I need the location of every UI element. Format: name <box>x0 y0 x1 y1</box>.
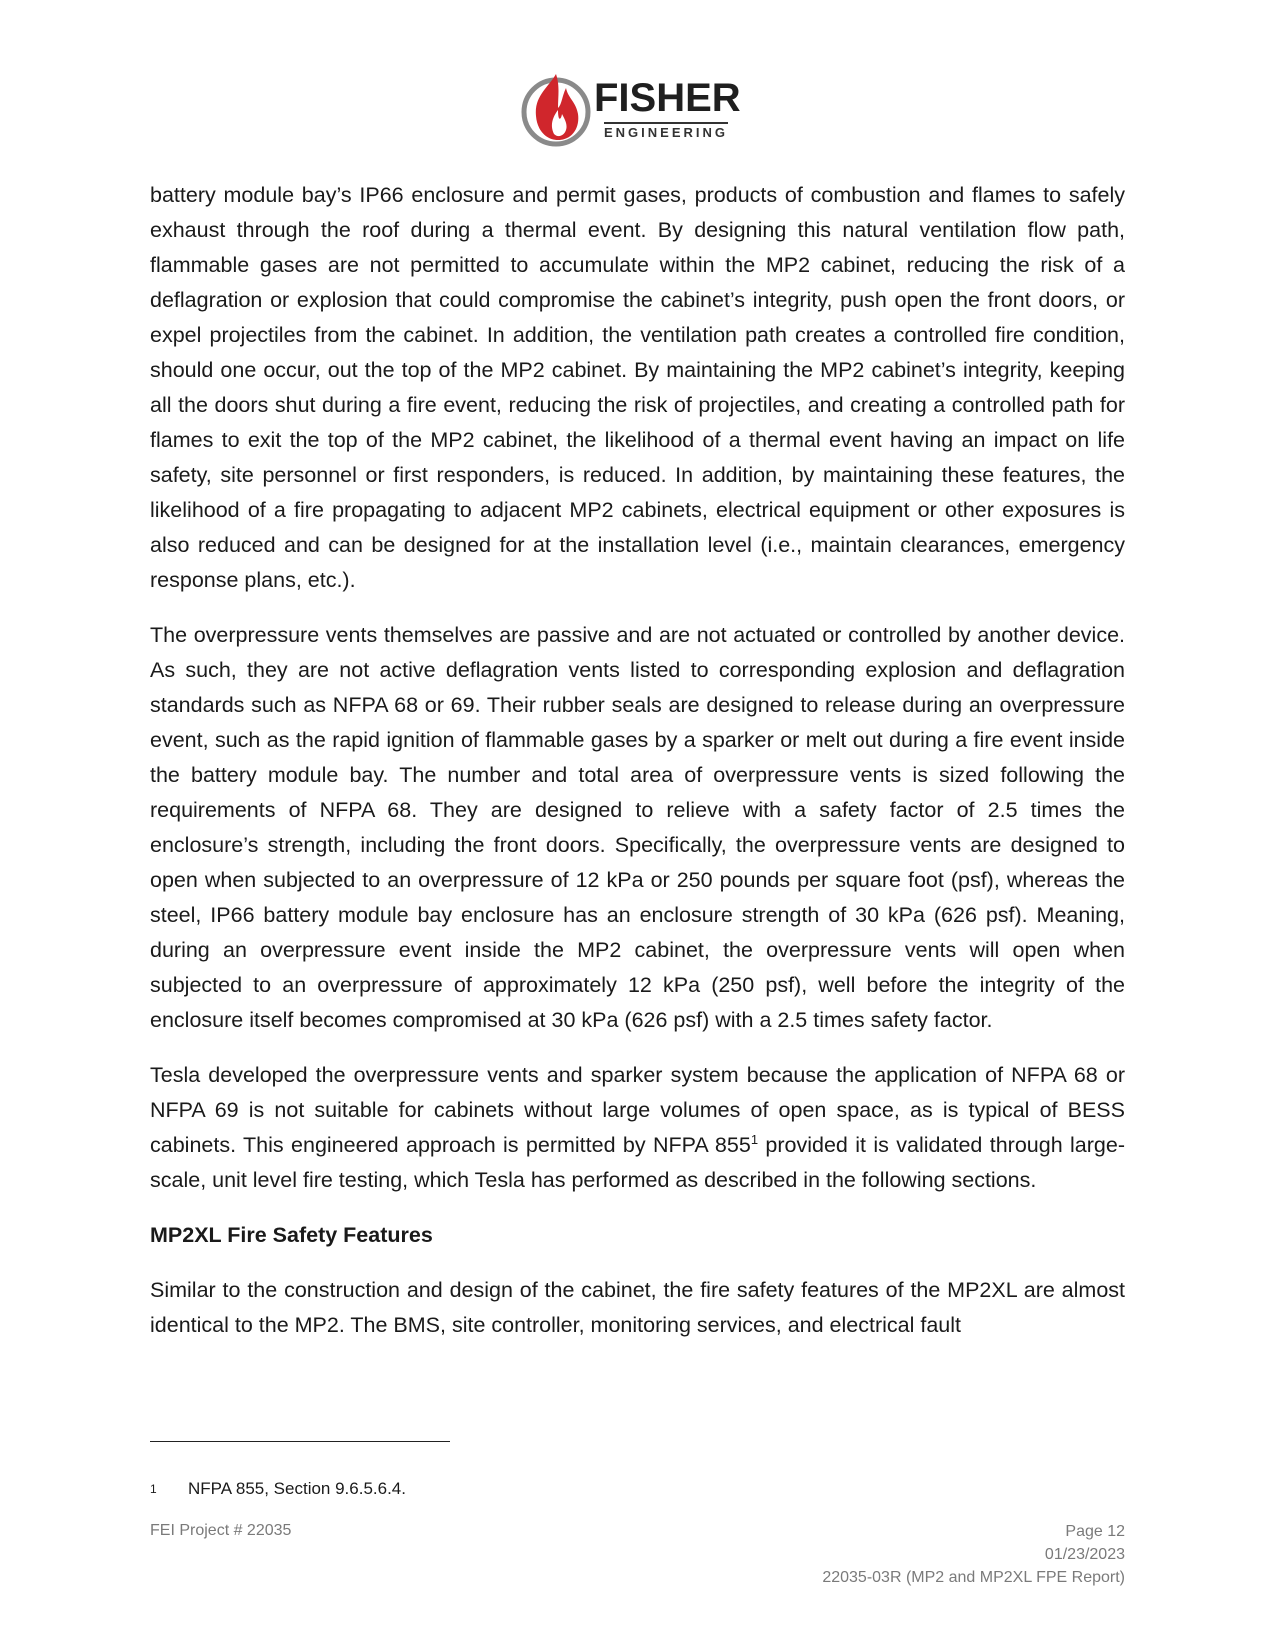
flame-icon <box>518 70 598 150</box>
body-text <box>150 178 1125 1363</box>
paragraph-3-after: provided it is validated through large-scale, unit level fire testing, which Tesla has performed as described in the following sections. <box>150 1133 1125 1192</box>
footer-report-id: 22035-03R (MP2 and MP2XL FPE Report) <box>822 1569 1125 1586</box>
footer-project: FEI Project # 22035 <box>150 1522 292 1539</box>
footnote-reference[interactable]: 1 <box>750 1131 759 1147</box>
brand-name: FISHER <box>594 76 741 120</box>
paragraph-4: Similar to the construction and design of the cabinet, the fire safety features of the MP2XL are almost identical to the MP2. The BMS, site controller, monitoring services, and electrical fault <box>150 1278 1125 1337</box>
footnote <box>150 1478 406 1500</box>
footnote-number: 1 <box>150 1482 157 1496</box>
paragraph-1: battery module bay’s IP66 enclosure and permit gases, products of combustion and flames to safely exhaust through the roof during a thermal event. By designing this natural ventilation flow path, flammable gases are not permitted to accumulate within the MP2 cabinet, reducing the risk of a deflagration or explosion that could compromise the cabinet’s integrity, push open the front doors, or expel projectiles from the cabinet. In addition, the ventilation path creates a controlled fire condition, should one occur, out the top of the MP2 cabinet. By maintaining the MP2 cabinet’s integrity, keeping all the doors shut during a fire event, reducing the risk of projectiles, and creating a controlled path for flames to exit the top of the MP2 cabinet, the likelihood of a thermal event having an impact on life safety, site personnel or first responders, is reduced. In addition, by maintaining these features, the likelihood of a fire propagating to adjacent MP2 cabinets, electrical equipment or other exposures is also reduced and can be designed for at the installation level (i.e., maintain clearances, emergency response plans, etc.). <box>150 183 1125 592</box>
section-heading: MP2XL Fire Safety Features <box>150 1223 433 1247</box>
paragraph-2: The overpressure vents themselves are passive and are not actuated or controlled by another device. As such, they are not active deflagration vents listed to corresponding explosion and deflagration standards such as NFPA 68 or 69. Their rubber seals are designed to release during an overpressure event, such as the rapid ignition of flammable gases by a sparker or melt out during a fire event inside the battery module bay. The number and total area of overpressure vents is sized following the requirements of NFPA 68. They are designed to relieve with a safety factor of 2.5 times the enclosure’s strength, including the front doors. Specifically, the overpressure vents are designed to open when subjected to an overpressure of 12 kPa or 250 pounds per square foot (psf), whereas the steel, IP66 battery module bay enclosure has an enclosure strength of 30 kPa (626 psf). Meaning, during an overpressure event inside the MP2 cabinet, the overpressure vents will open when subjected to an overpressure of approximately 12 kPa (250 psf), well before the integrity of the enclosure itself becomes compromised at 30 kPa (626 psf) with a 2.5 times safety factor. <box>150 623 1125 1032</box>
footer-right <box>822 1520 1125 1589</box>
footer-date: 01/23/2023 <box>1044 1546 1125 1563</box>
paragraph-3-before: Tesla developed the overpressure vents and sparker system because the application of NFPA 68 or NFPA 69 is not suitable for cabinets without large volumes of open space, as is typical of BESS cabinets. This engineered approach is permitted by NFPA 855 <box>150 1063 1125 1157</box>
paragraph-3 <box>150 1058 1125 1198</box>
footnote-text: NFPA 855, Section 9.6.5.6.4. <box>188 1479 406 1498</box>
brand-subtitle: ENGINEERING <box>604 122 728 139</box>
footnote-divider <box>150 1441 450 1442</box>
footer-page-number: Page 12 <box>1065 1523 1125 1540</box>
fisher-engineering-logo <box>518 70 758 150</box>
